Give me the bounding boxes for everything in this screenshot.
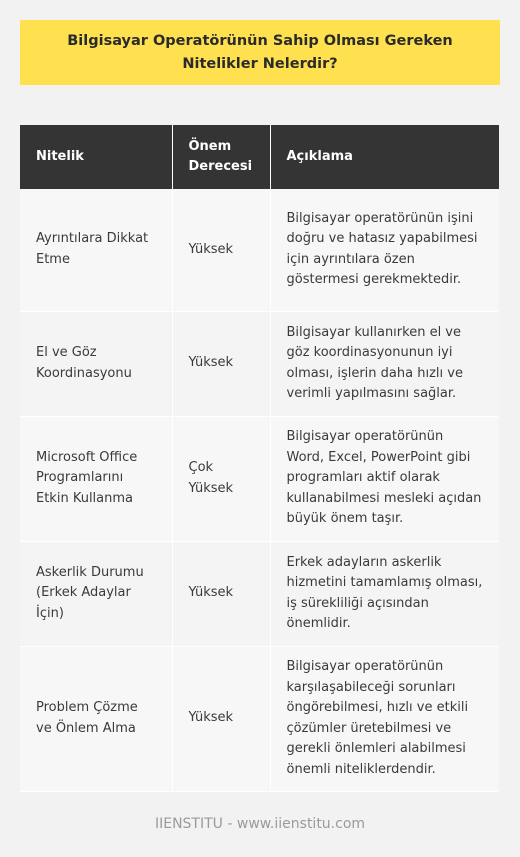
table-row	[20, 646, 499, 791]
cell-description: Bilgisayar kullanırken el ve göz koordinasyonunun iyi olması, işlerin daha hızlı ve verimli yapılmasını sağlar.	[270, 311, 499, 416]
table-row	[20, 189, 499, 311]
cell-importance: Yüksek	[172, 311, 270, 416]
footer-credit: IIENSTITU - www.iienstitu.com	[154, 816, 366, 832]
cell-description: Bilgisayar operatörünün işini doğru ve hatasız yapabilmesi için ayrıntılara özen göstermesi gerekmektedir.	[270, 189, 499, 311]
cell-importance: Yüksek	[172, 541, 270, 646]
cell-description: Bilgisayar operatörünün karşılaşabileceği sorunları öngörebilmesi, hızlı ve etkili çözümler üretebilmesi ve gerekli önlemleri alabilmesi önemli niteliklerdendir.	[270, 646, 499, 791]
cell-trait: Problem Çözme ve Önlem Alma	[20, 646, 172, 791]
table-row	[20, 416, 499, 541]
title-banner	[20, 20, 500, 85]
table-row	[20, 541, 499, 646]
table-body	[20, 189, 499, 791]
header-trait: Nitelik	[20, 125, 172, 189]
table-row	[20, 311, 499, 416]
cell-trait: Askerlik Durumu (Erkek Adaylar İçin)	[20, 541, 172, 646]
table-header	[20, 125, 499, 189]
cell-trait: Microsoft Office Programlarını Etkin Kullanma	[20, 416, 172, 541]
cell-importance: Çok Yüksek	[172, 416, 270, 541]
cell-description: Erkek adayların askerlik hizmetini tamamlamış olması, iş sürekliliği açısından önemlidir.	[270, 541, 499, 646]
cell-trait: El ve Göz Koordinasyonu	[20, 311, 172, 416]
traits-table	[20, 125, 499, 792]
cell-importance: Yüksek	[172, 189, 270, 311]
cell-description: Bilgisayar operatörünün Word, Excel, PowerPoint gibi programları aktif olarak kullanabilmesi mesleki açıdan büyük önem taşır.	[270, 416, 499, 541]
header-description: Açıklama	[270, 125, 499, 189]
page-title: Bilgisayar Operatörünün Sahip Olması Gereken Nitelikler Nelerdir?	[67, 32, 453, 72]
cell-trait: Ayrıntılara Dikkat Etme	[20, 189, 172, 311]
cell-importance: Yüksek	[172, 646, 270, 791]
header-importance: Önem Derecesi	[172, 125, 270, 189]
header-row	[20, 125, 499, 189]
